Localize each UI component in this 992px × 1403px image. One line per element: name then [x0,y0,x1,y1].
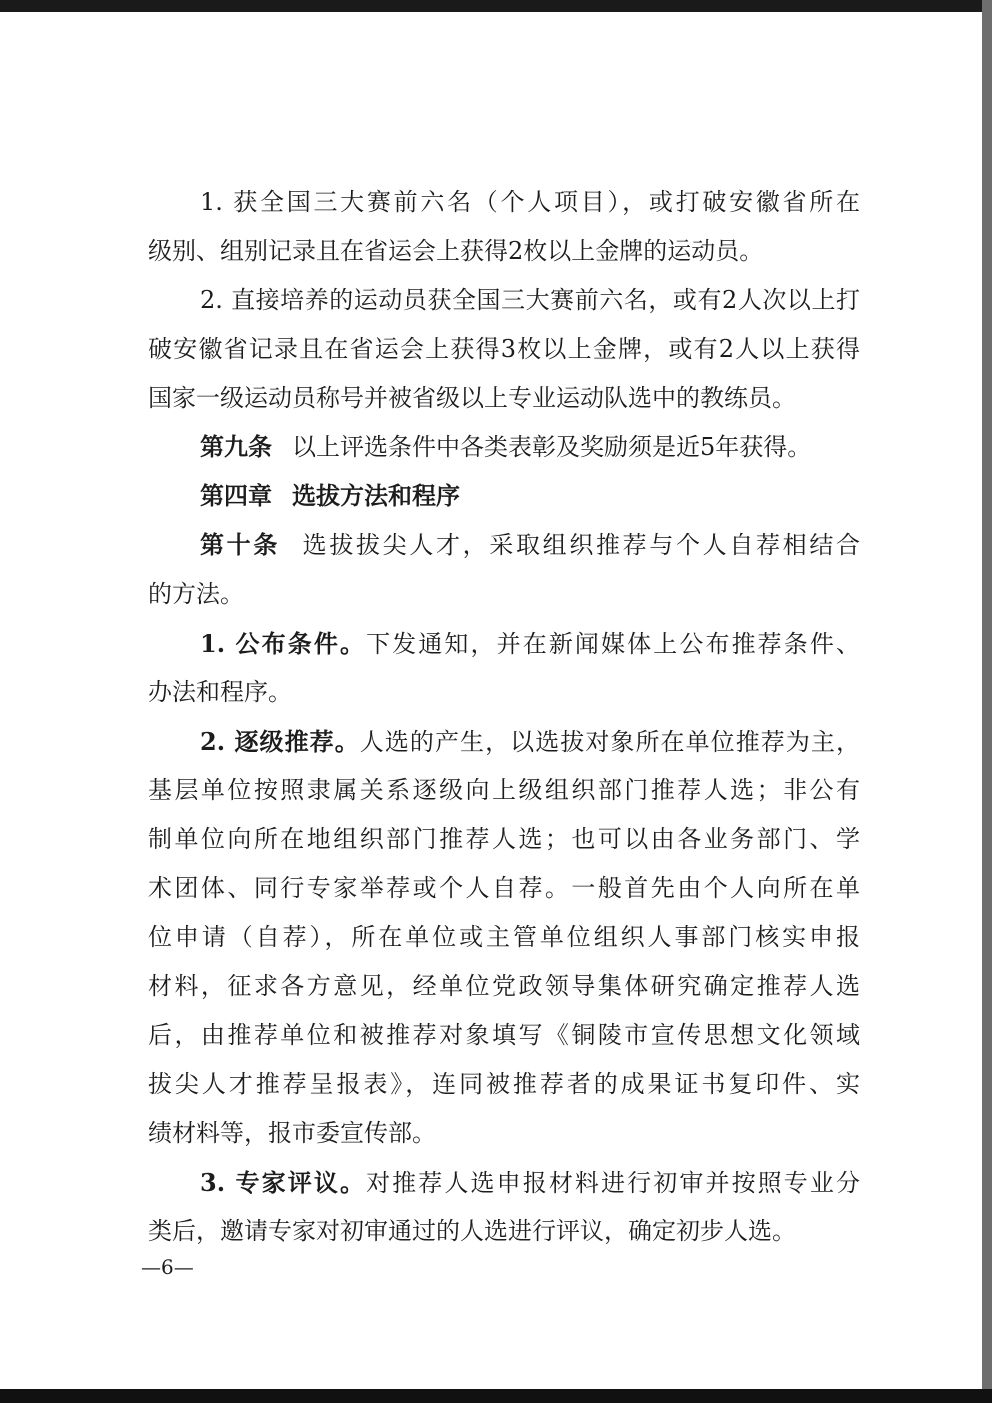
paragraph-line: 位申请（自荐），所在单位或主管单位组织人事部门核实申报 [148,923,860,951]
paragraph-line: 国家一级运动员称号并被省级以上专业运动队选中的教练员。 [148,384,796,412]
paragraph-line: 材料，征求各方意见，经单位党政领导集体研究确定推荐人选 [148,972,860,1000]
paragraph-line: 术团体、同行专家举荐或个人自荐。一般首先由个人向所在单 [148,874,860,902]
page-number: —6— [141,1255,194,1279]
paragraph-line: 2. 直接培养的运动员获全国三大赛前六名，或有2人次以上打 [200,286,860,314]
item-2-text: 人选的产生，以选拔对象所在单位推荐为主， [359,728,860,756]
paragraph-line: 1. 获全国三大赛前六名（个人项目），或打破安徽省所在 [200,188,860,216]
article-10-label: 第十条 [200,531,280,559]
paragraph-line: 拔尖人才推荐呈报表》，连同被推荐者的成果证书复印件、实 [148,1070,860,1098]
paragraph-line: 绩材料等，报市委宣传部。 [148,1119,436,1147]
paragraph-line: 后，由推荐单位和被推荐对象填写《铜陵市宣传思想文化领域 [148,1021,860,1049]
item-3-text: 对推荐人选申报材料进行初审并按照专业分 [366,1169,860,1197]
chapter-4-title: 选拔方法和程序 [292,482,460,510]
chapter-4-label: 第四章 [200,482,272,510]
item-3-title: 3. 专家评议。 [200,1168,367,1197]
article-10 [148,521,860,570]
item-1-text: 下发通知，并在新闻媒体上公布推荐条件、 [366,630,860,658]
article-9-label: 第九条 [200,433,272,461]
chapter-4-heading [148,472,860,521]
article-10-text: 选拔拔尖人才，采取组织推荐与个人自荐相结合 [300,531,860,559]
paragraph-line: 基层单位按照隶属关系逐级向上级组织部门推荐人选；非公有 [148,776,860,804]
scan-border-bottom [0,1389,992,1403]
paragraph-line: 类后，邀请专家对初审通过的人选进行评议，确定初步人选。 [148,1217,796,1245]
scan-border-top [0,0,992,12]
item-1 [148,619,860,668]
item-3 [148,1158,860,1207]
item-2 [148,717,860,766]
paragraph-line: 办法和程序。 [148,678,292,706]
article-9-text: 以上评选条件中各类表彰及奖励须是近5年获得。 [292,433,812,461]
article-9 [148,423,860,472]
paragraph-line: 级别、组别记录且在省运会上获得2枚以上金牌的运动员。 [148,237,764,265]
paragraph-line: 制单位向所在地组织部门推荐人选；也可以由各业务部门、学 [148,825,860,853]
item-1-title: 1. 公布条件。 [200,629,367,658]
document-body [148,178,860,1256]
paragraph-line: 破安徽省记录且在省运会上获得3枚以上金牌，或有2人以上获得 [148,335,860,363]
paragraph-line: 的方法。 [148,580,244,608]
scan-border-right [982,0,992,1403]
item-2-title: 2. 逐级推荐。 [200,727,360,756]
